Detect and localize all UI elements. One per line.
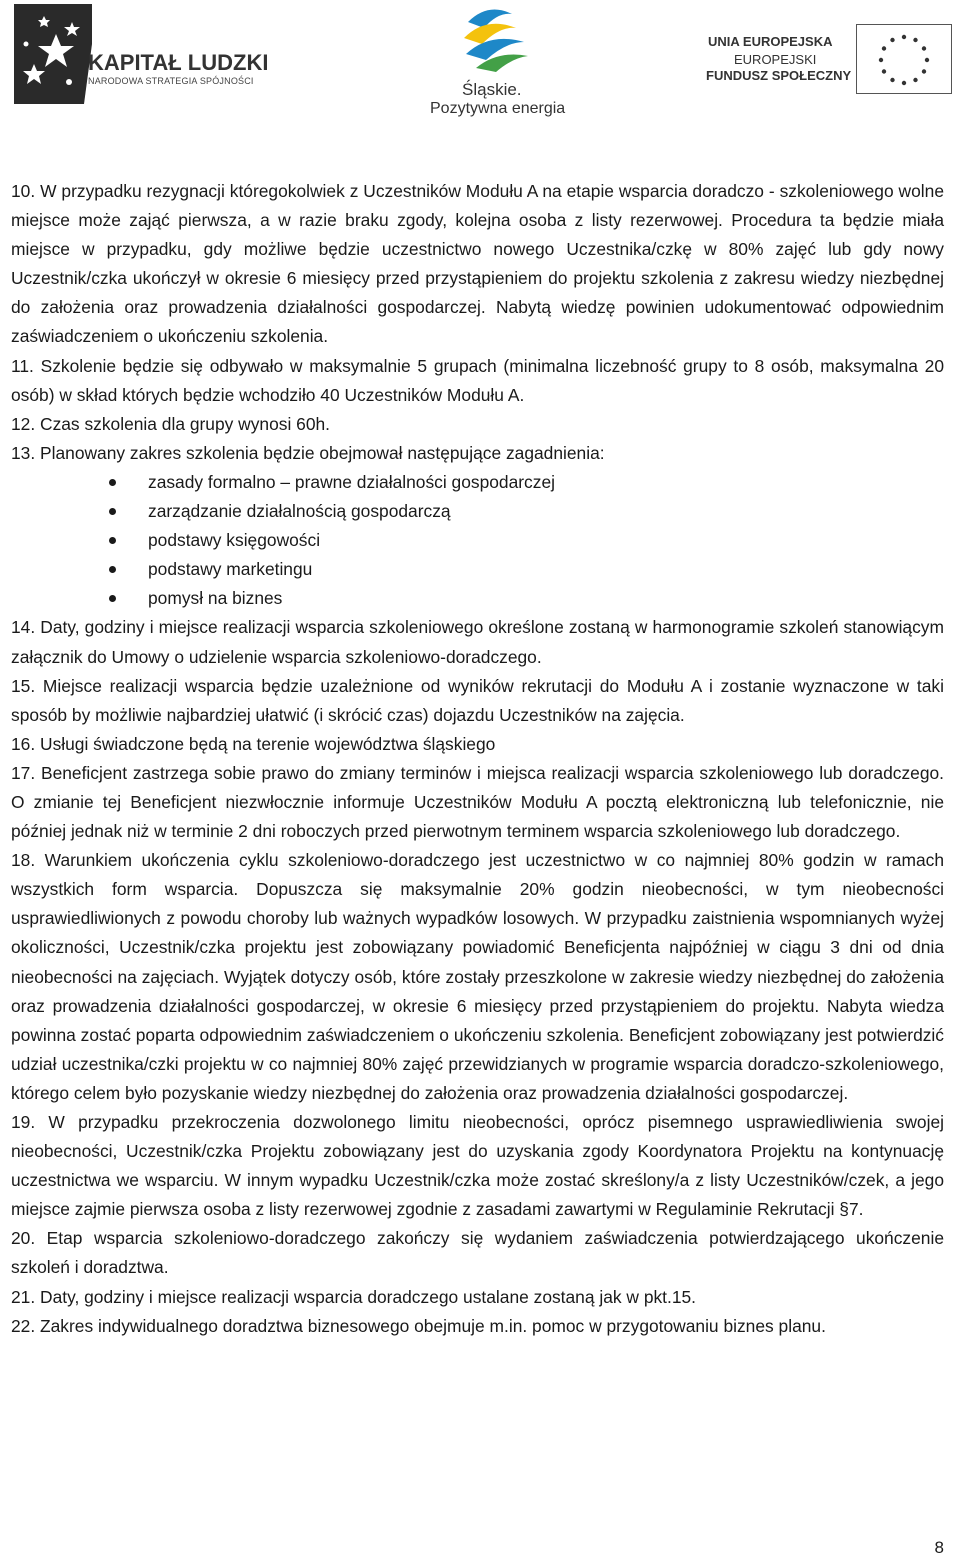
paragraph-15: 15. Miejsce realizacji wsparcia będzie uzależnione od wyników rekrutacji do Modułu A i zostanie wyznaczone w taki sposób by możliwie najbardziej ułatwić (i skrócić czas) dojazdu Uczestników na zajęcia.	[11, 675, 944, 725]
paragraph-18: 18. Warunkiem ukończenia cyklu szkoleniowo-doradczego jest uczestnictwo w co najmniej 80% godzin w ramach wszystkich form wsparcia. Dopuszcza się maksymalnie 20% godzin nieobecności, w tym nieobecności usprawiedliwionych z powodu choroby lub ważnych wypadków losowych. W przypadku zaistnienia wspomnianych wyżej okoliczności, Uczestnik/czka projektu jest zobowiązany powiadomić Beneficjenta najpóźniej w ciągu 3 dni od dnia nieobecności na zajęciach. Wyjątek dotyczy osób, które zostały przeszkolone w zakresie wiedzy niezbędnej do założenia oraz prowadzenia działalności gospodarczej, w okresie 6 miesięcy przed przystąpieniem do projektu. Nabyta wiedza powinna zostać poparta odpowiednim zaświadczeniem o ukończeniu szkolenia. Beneficjent zobowiązany jest potwierdzić udział uczestnika/czki projektu w co najmniej 80% zajęć przewidzianych w programie wsparcia doradczo-szkoleniowego, którego celem było pozyskanie wiedzy niezbędnej do założenia oraz prowadzenia działalności gospodarczej.	[11, 850, 944, 1103]
bullet-icon	[109, 479, 116, 486]
unia-europejska-logo	[704, 24, 954, 104]
kapital-ludzki-subtitle: NARODOWA STRATEGIA SPÓJNOŚCI	[88, 76, 254, 86]
paragraph-13: 13. Planowany zakres szkolenia będzie obejmował następujące zagadnienia:	[11, 442, 605, 463]
eu-flag-icon	[856, 24, 952, 94]
paragraph-22: 22. Zakres indywidualnego doradztwa biznesowego obejmuje m.in. pomoc w przygotowaniu biznes planu.	[11, 1315, 826, 1336]
paragraph-11: 11. Szkolenie będzie się odbywało w maksymalnie 5 grupach (minimalna liczebność grupy to 8 osób, maksymalna 20 osób) w skład których będzie wchodziło 40 Uczestników Modułu A.	[11, 355, 944, 405]
bullet-icon	[109, 508, 116, 515]
bullet-icon	[109, 595, 116, 602]
slaskie-waves-icon	[420, 2, 580, 82]
ue-line2: EUROPEJSKI	[734, 52, 817, 67]
paragraph-16: 16. Usługi świadczone będą na terenie województwa śląskiego	[11, 733, 496, 754]
kapital-ludzki-title: KAPITAŁ LUDZKI	[88, 50, 269, 75]
paragraph-21: 21. Daty, godziny i miejsce realizacji wsparcia doradczego ustalane zostaną jak w pkt.15.	[11, 1286, 697, 1307]
paragraph-10: 10. W przypadku rezygnacji któregokolwiek z Uczestników Modułu A na etapie wsparcia doradczo - szkoleniowego wolne miejsce może zająć pierwsza, a w razie braku zgody, kolejna osoba z listy rezerwowej. Procedura ta będzie miała miejsce w przypadku, gdy możliwe będzie uczestnictwo nowego Uczestnika/czkę w 80% zajęć lub gdy nowy Uczestnik/czka ukończył w okresie 6 miesięcy przed przystąpieniem do projektu szkolenia z zakresu wiedzy niezbędnej do założenia oraz prowadzenia działalności gospodarczej. Nabytą wiedzę powinien udokumentować odpowiednim zaświadczeniem o ukończeniu szkolenia.	[11, 181, 944, 347]
bullet-icon	[109, 537, 116, 544]
document-body	[11, 177, 944, 1341]
list-item: pomysł na biznes	[11, 584, 944, 613]
bullet-icon	[109, 566, 116, 573]
paragraph-14: 14. Daty, godziny i miejsce realizacji wsparcia szkoleniowego określone zostaną w harmonogramie szkoleń stanowiącym załącznik do Umowy o udzielenie wsparcia szkoleniowo-doradczego.	[11, 617, 944, 667]
list-item: zasady formalno – prawne działalności gospodarczej	[11, 468, 944, 497]
list-item: zarządzanie działalnością gospodarczą	[11, 497, 944, 526]
page-number: 8	[934, 1538, 944, 1557]
list-item: podstawy księgowości	[11, 526, 944, 555]
paragraph-20: 20. Etap wsparcia szkoleniowo-doradczego zakończy się wydaniem zaświadczenia potwierdzającego ukończenie szkoleń i doradztwa.	[11, 1228, 944, 1278]
slaskie-title: Śląskie.	[462, 80, 522, 99]
slaskie-logo	[420, 2, 580, 122]
kapital-ludzki-logo	[14, 4, 269, 104]
paragraph-12: 12. Czas szkolenia dla grupy wynosi 60h.	[11, 413, 331, 434]
list-item: podstawy marketingu	[11, 555, 944, 584]
training-topics-list	[11, 468, 944, 613]
paragraph-17: 17. Beneficjent zastrzega sobie prawo do zmiany terminów i miejsca realizacji wsparcia szkoleniowego lub doradczego. O zmianie tej Beneficjent niezwłocznie informuje Uczestników Modułu A pocztą elektroniczną lub telefonicznie, nie później jednak niż w terminie 2 dni roboczych przed pierwotnym terminem wsparcia szkoleniowego lub doradczego.	[11, 762, 944, 842]
paragraph-19: 19. W przypadku przekroczenia dozwolonego limitu nieobecności, oprócz pisemnego usprawiedliwienia swojej nieobecności, Uczestnik/czka Projektu zobowiązany jest do uzyskania zgody Koordynatora Projektu na kontynuację uczestnictwa we wsparciu. W innym wypadku Uczestnik/czka może zostać skreślony/a z listy Uczestników/czek, a jego miejsce zajmie pierwsza osoba z listy rezerwowej zgodnie z zasadami zawartymi w Regulaminie Rekrutacji §7.	[11, 1112, 944, 1220]
ue-line1: UNIA EUROPEJSKA	[708, 34, 833, 49]
slaskie-subtitle: Pozytywna energia	[430, 100, 566, 117]
ue-line3: FUNDUSZ SPOŁECZNY	[706, 68, 852, 83]
page-header	[0, 0, 960, 130]
